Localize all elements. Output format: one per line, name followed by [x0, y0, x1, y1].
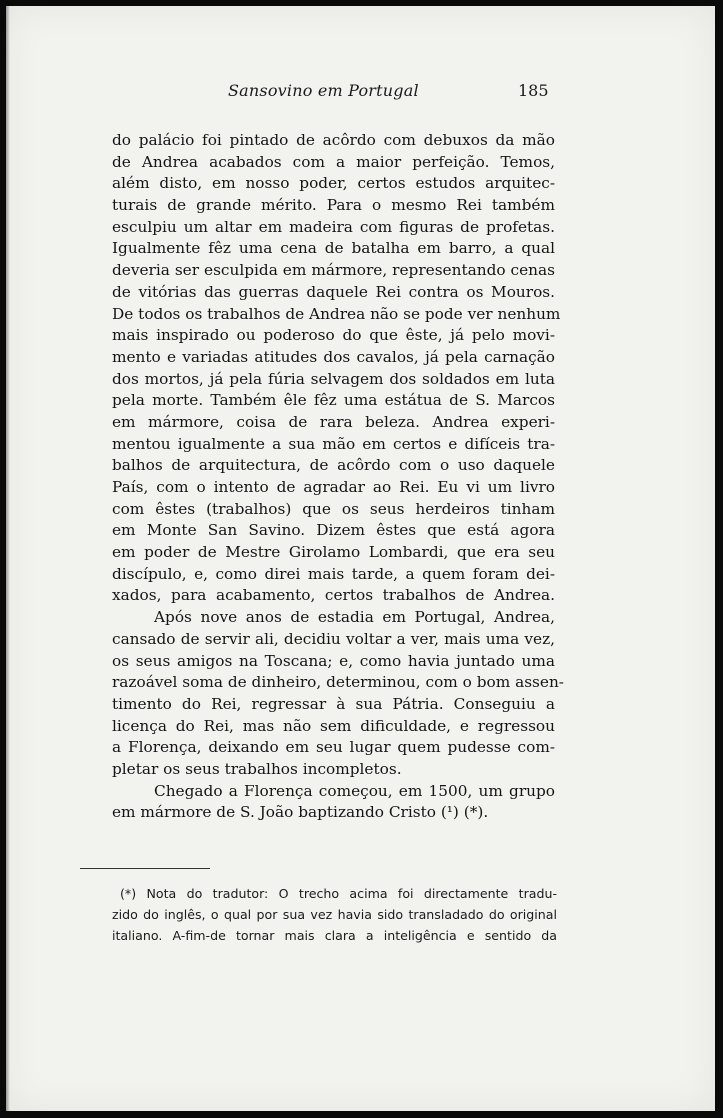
running-title: Sansovino em Portugal	[228, 81, 419, 100]
text-line: de vitórias das guerras daquele Rei contra os Mouros.	[112, 282, 555, 301]
footnote-line: italiano. A-fim-de tornar mais clara a inteligência e sentido da	[112, 928, 557, 943]
text-line: mentou igualmente a sua mão em certos e difíceis tra-	[112, 434, 555, 453]
text-line: esculpiu um altar em madeira com figuras de profetas.	[112, 217, 555, 236]
book-page	[6, 6, 715, 1111]
footnote-divider	[80, 868, 210, 869]
text-line: com êstes (trabalhos) que os seus herdeiros tinham	[112, 499, 555, 518]
text-line: os seus amigos na Toscana; e, como havia juntado uma	[112, 651, 555, 670]
text-line: deveria ser esculpida em mármore, representando cenas	[112, 261, 555, 280]
text-line: em poder de Mestre Girolamo Lombardi, que era seu	[112, 543, 555, 562]
paragraph-end-line: pletar os seus trabalhos incompletos.	[112, 759, 402, 778]
text-line: razoável soma de dinheiro, determinou, com o bom assen-	[112, 673, 564, 692]
text-line: mento e variadas atitudes dos cavalos, já pela carnação	[112, 347, 555, 366]
body-text	[112, 130, 564, 824]
text-line: xados, para acabamento, certos trabalhos de Andrea.	[112, 586, 555, 605]
text-line: Igualmente fêz uma cena de batalha em barro, a qual	[112, 239, 555, 258]
paragraph-end-line: em mármore de S. João baptizando Cristo (¹) (*).	[112, 803, 489, 822]
text-line: em Monte San Savino. Dizem êstes que está agora	[112, 521, 555, 540]
text-line: licença do Rei, mas não sem dificuldade, e regressou	[112, 716, 555, 735]
paragraph-start-line: Após nove anos de estadia em Portugal, Andrea,	[154, 608, 555, 627]
running-header	[6, 79, 715, 103]
text-line: De todos os trabalhos de Andrea não se pode ver nenhum	[112, 304, 561, 323]
text-line: de Andrea acabados com a maior perfeição. Temos,	[112, 152, 555, 171]
footnote-line: zido do inglês, o qual por sua vez havia sido transladado do original	[112, 907, 557, 922]
text-line: mais inspirado ou poderoso do que êste, já pelo movi-	[112, 326, 555, 345]
text-line: País, com o intento de agradar ao Rei. Eu vi um livro	[112, 478, 555, 496]
text-line: além disto, em nosso poder, certos estudos arquitec-	[112, 174, 555, 193]
footnote-line: (*) Nota do tradutor: O trecho acima foi directamente tradu-	[120, 886, 557, 901]
text-line: timento do Rei, regressar à sua Pátria. Conseguiu a	[112, 694, 555, 713]
text-line: pela morte. Também êle fêz uma estátua de S. Marcos	[112, 391, 555, 410]
text-line: discípulo, e, como direi mais tarde, a quem foram dei-	[112, 564, 555, 583]
text-line: em mármore, coisa de rara beleza. Andrea experi-	[112, 412, 555, 431]
scan-shadow-edge	[6, 6, 10, 1111]
text-line: cansado de servir ali, decidiu voltar a ver, mais uma vez,	[112, 629, 555, 648]
text-line: turais de grande mérito. Para o mesmo Rei também	[112, 196, 555, 215]
paragraph-start-line: Chegado a Florença começou, em 1500, um grupo	[154, 781, 555, 800]
text-line: a Florença, deixando em seu lugar quem pudesse com-	[112, 738, 555, 757]
text-line: balhos de arquitectura, de acôrdo com o uso daquele	[112, 456, 555, 475]
page-number: 185	[518, 81, 549, 100]
text-line: do palácio foi pintado de acôrdo com debuxos da mão	[112, 131, 555, 149]
footnote	[112, 883, 557, 946]
text-line: dos mortos, já pela fúria selvagem dos soldados em luta	[112, 369, 555, 388]
